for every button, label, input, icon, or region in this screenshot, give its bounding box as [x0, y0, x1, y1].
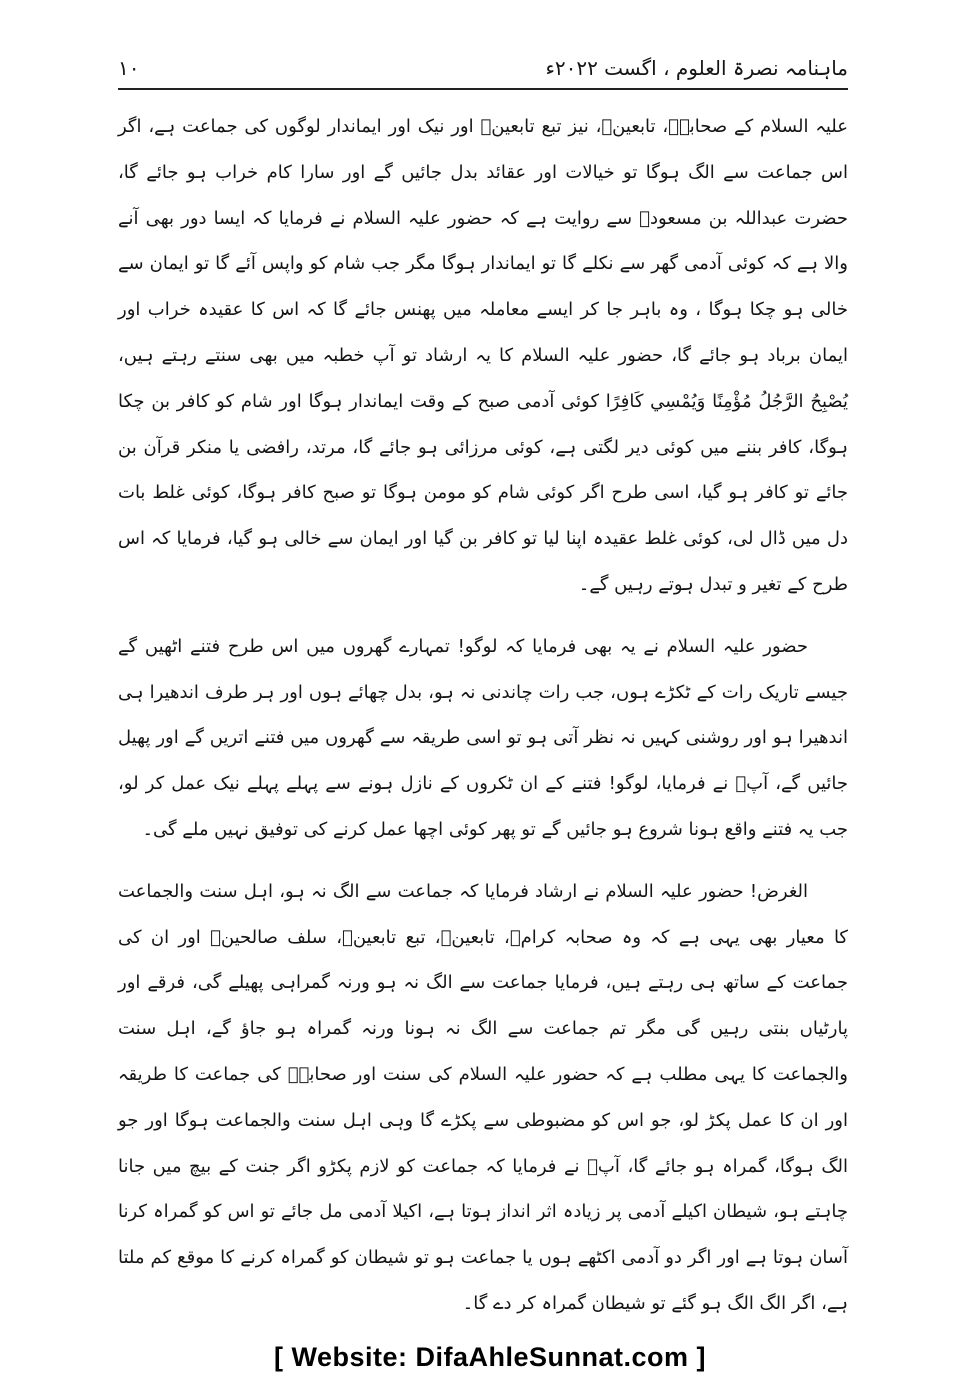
page-header [118, 50, 848, 90]
website-footer: [ Website: DifaAhleSunnat.com ] [273, 1342, 707, 1372]
paragraph-3: الغرض! حضور علیہ السلام نے ارشاد فرمایا کہ جماعت سے الگ نہ ہو، اہل سنت والجماعت کا معیار بھی یہی ہے کہ وہ صحابہ کرامؓ، تابعینؒ، تبع تابعینؒ، سلف صالحینؒ اور ان کی جماعت کے ساتھ ہی رہتے ہیں، فرمایا جماعت سے الگ نہ ہو ورنہ گمراہی پھیلے گی، فرقے اور پارٹیاں بنتی رہیں گی مگر تم جماعت سے الگ نہ ہونا ورنہ گمراہ ہو جاؤ گے، اہل سنت والجماعت کا یہی مطلب ہے کہ حضور علیہ السلام کی سنت اور صحابہؓ کی جماعت کا طریقہ اور ان کا عمل پکڑ لو، جو اس کو مضبوطی سے پکڑے گا وہی اہل سنت والجماعت ہوگا اور جو الگ ہوگا، گمراہ ہو جائے گا، آپؐ نے فرمایا کہ جماعت کو لازم پکڑو اگر جنت کے بیچ میں جانا چاہتے ہو، شیطان اکیلے آدمی پر زیادہ اثر انداز ہوتا ہے، اکیلا آدمی مل جائے تو اس کو گمراہ کرنا آسان ہوتا ہے اور اگر دو آدمی اکٹھے ہوں یا جماعت ہو تو شیطان کو گمراہ کرنے کا موقع کم ملتا ہے، اگر الگ الگ ہو گئے تو شیطان گمراہ کر دے گا۔ [118, 880, 848, 1314]
article-body [118, 104, 848, 1343]
paragraph-1: علیہ السلام کے صحابہؓ، تابعینؒ، نیز تبع تابعینؒ اور نیک اور ایماندار لوگوں کی جماعت ہے، اگر اس جماعت سے الگ ہوگا تو خیالات اور عقائد بدل جائیں گے اور سارا کام خراب ہو جائے گا، حضرت عبداللہ بن مسعودؓ سے روایت ہے کہ حضور علیہ السلام نے فرمایا کہ ایسا دور بھی آنے والا ہے کہ کوئی آدمی گھر سے نکلے گا تو ایماندار ہوگا مگر جب شام کو واپس آئے گا تو ایمان سے خالی ہو چکا ہوگا ، وہ باہر جا کر ایسے معاملہ میں پھنس جائے گا کہ اس کا عقیدہ خراب اور ایمان برباد ہو جائے گا، حضور علیہ السلام کا یہ ارشاد تو آپ خطبہ میں بھی سنتے رہتے ہیں، يُصْبِحُ الرَّجُلُ مُؤْمِنًا وَيُمْسِي كَافِرًا کوئی آدمی صبح کے وقت ایماندار ہوگا اور شام کو کافر بن چکا ہوگا، کافر بننے میں کوئی دیر لگتی ہے، کوئی مرزائی ہو جائے گا، مرتد، رافضی یا منکر قرآن بن جائے تو کافر ہو گیا، اسی طرح اگر کوئی شام کو مومن ہوگا تو صبح کافر ہوگا، کوئی غلط بات دل میں ڈال لی، کوئی غلط عقیدہ اپنا لیا تو کافر بن گیا اور ایمان سے خالی ہو گیا، فرمایا کہ اس طرح کے تغیر و تبدل ہوتے رہیں گے۔ [118, 116, 848, 595]
header-divider [118, 88, 848, 90]
page-number: ۱۰ [118, 56, 140, 80]
magazine-title: ماہنامہ نصرۃ العلوم ، اگست ۲۰۲۲ء [545, 56, 848, 80]
paragraph-2: حضور علیہ السلام نے یہ بھی فرمایا کہ لوگو! تمہارے گھروں میں اس طرح فتنے اٹھیں گے جیسے تاریک رات کے ٹکڑے ہوں، جب رات چاندنی نہ ہو، بدل چھائے ہوں اور ہر طرف اندھیرا ہی اندھیرا ہو اور روشنی کہیں نہ نظر آتی ہو تو اسی طریقہ سے گھروں میں فتنے اتریں گے اور پھیل جائیں گے، آپؐ نے فرمایا، لوگو! فتنے کے ان ٹکروں کے نازل ہونے سے پہلے پہلے نیک عمل کر لو، جب یہ فتنے واقع ہونا شروع ہو جائیں گے تو پھر کوئی اچھا عمل کرنے کی توفیق نہیں ملے گی۔ [118, 635, 848, 840]
